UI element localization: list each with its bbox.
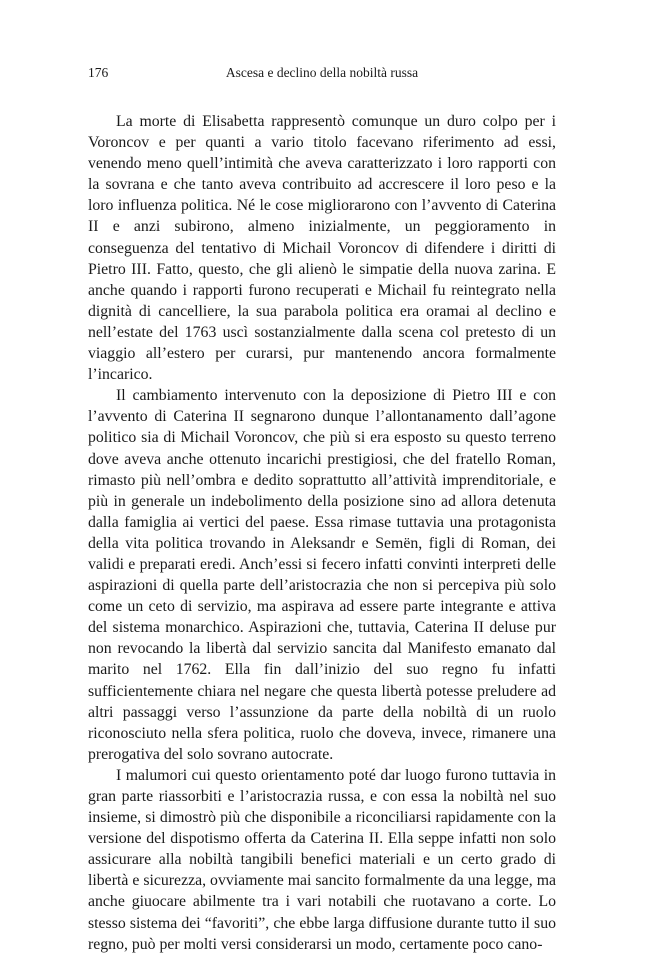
paragraph: La morte di Elisabetta rappresentò comunque un duro colpo per i Voroncov e per quanti a vario titolo facevano riferimento ad essi, venendo meno quell’intimità che aveva caratterizzato i loro rapporti con la sovrana e che tanto aveva contribuito ad accrescere il loro peso e la loro influenza politica. Né le cose migliorarono con l’avvento di Caterina II e anzi subirono, almeno inizialmente, un peggioramento in conseguenza del tentativo di Michail Voroncov di difendere i diritti di Pietro III. Fatto, questo, che gli alienò le simpatie della nuova zarina. E anche quando i rapporti furono recuperati e Michail fu reintegrato nella dignità di cancelliere, la sua parabola politica era oramai al declino e nell’estate del 1763 uscì sostanzialmente dalla scena col pretesto di un viaggio all’estero per curarsi, pur mantenendo ancora formalmente l’incarico. bbox=[88, 113, 556, 384]
paragraph: I malumori cui questo orientamento poté dar luogo furono tuttavia in gran parte riassorbiti e l’aristocrazia russa, e con essa la nobiltà nel suo insieme, si dimostrò più che disponibile a riconciliarsi rapidamente con la versione del dispotismo offerta da Caterina II. Ella seppe infatti non solo assicurare alla nobiltà tangibili benefici materiali e un certo grado di libertà e sicurezza, ovviamente mai sancito formalmente da una legge, ma anche giuocare abilmente tra i vari notabili che ruotavano a corte. Lo stesso sistema dei “favoriti”, che ebbe larga diffusione durante tutto il suo regno, può per molti versi considerarsi un modo, certamente poco cano- bbox=[88, 766, 556, 953]
running-title: Ascesa e declino della nobiltà russa bbox=[225, 65, 419, 80]
page-number: 176 bbox=[88, 65, 109, 80]
running-header bbox=[88, 63, 556, 83]
body-text bbox=[88, 111, 556, 955]
paragraph: Il cambiamento intervenuto con la deposizione di Pietro III e con l’avvento di Caterina II segnarono dunque l’allontanamento dall’agone politico sia di Michail Voroncov, che più si era esposto su questo terreno dove aveva anche ottenuto incarichi prestigiosi, che del fratello Roman, rimasto più nell’ombra e dedito soprattutto all’attività imprenditoriale, e più in generale un indebolimento della posizione sino ad allora detenuta dalla famiglia ai vertici del paese. Essa rimase tuttavia una protagonista della vita politica trovando in Aleksandr e Semën, figli di Roman, dei validi e preparati eredi. Anch’essi si fecero infatti convinti interpreti delle aspirazioni di quella parte dell’aristocrazia che non si percepiva più solo come un ceto di servizio, ma aspirava ad essere parte integrante e attiva del sistema monarchico. Aspirazioni che, tuttavia, Caterina II deluse pur non revocando la libertà dal servizio sancita dal Manifesto emanato dal marito nel 1762. Ella fin dall’inizio del suo regno fu infatti sufficientemente chiara nel negare che questa libertà potesse preludere ad altri passaggi verso l’assunzione da parte della nobiltà di un ruolo riconosciuto nella sfera politica, ruolo che doveva, invece, rimanere una prerogativa del solo sovrano autocrate. bbox=[88, 387, 556, 763]
